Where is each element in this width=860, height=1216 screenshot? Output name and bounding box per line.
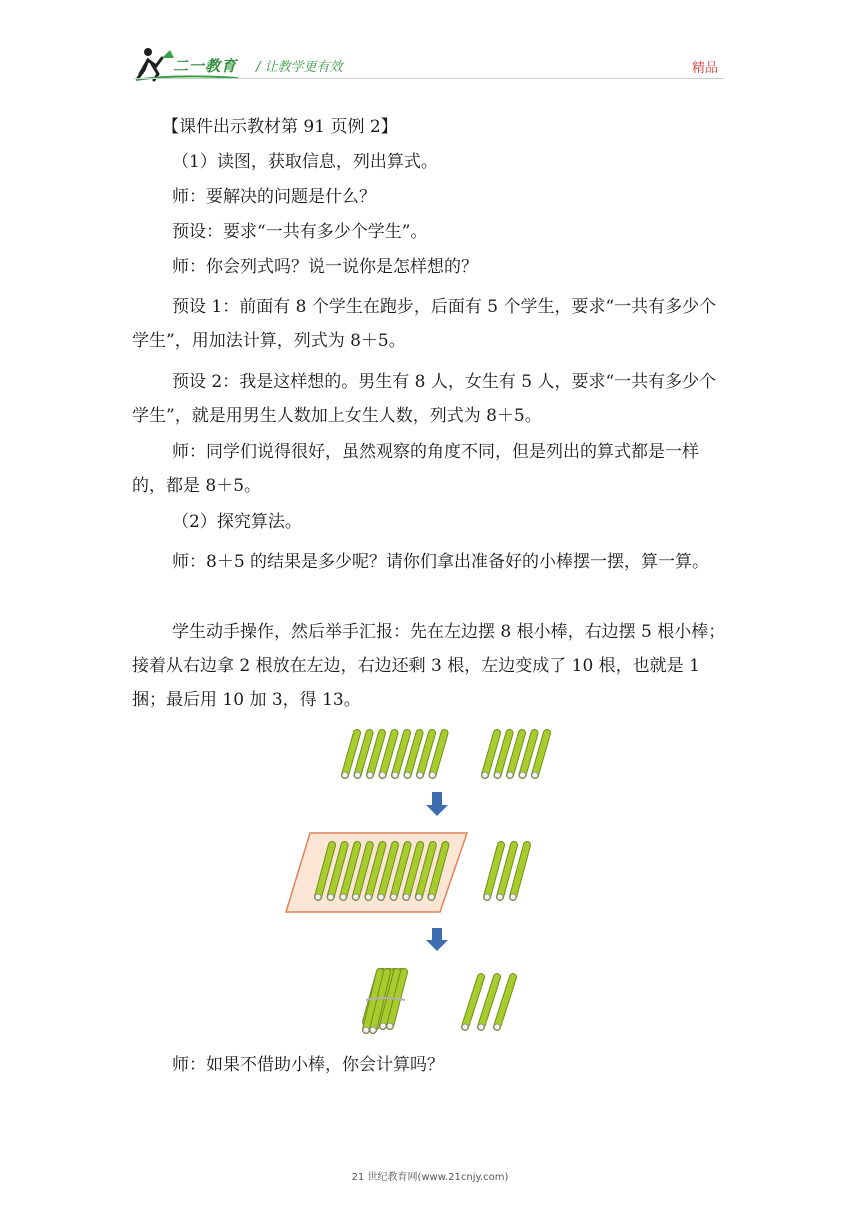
step-1-heading: （1）读图，获取信息，列出算式。 [172,152,438,172]
step-2-heading: （2）探究算法。 [172,512,302,532]
paragraph-teacher-summary: 师：同学们说得很好，虽然观察的角度不同，但是列出的算式都是一样的，都是 8＋5。 [132,442,699,496]
down-arrow-icon [426,792,448,816]
row1-right-sticks [482,733,547,778]
header-divider [134,78,724,79]
slogan: / 让教学更有效 [256,60,343,75]
quality-badge: 精品 [692,61,719,76]
brand-name: 二一教育 [173,57,238,75]
example-heading: 【课件出示教材第 91 页例 2】 [162,117,398,137]
sticks-figure [0,720,860,1050]
stick [462,977,481,1030]
paragraph-preset-1: 预设 1：前面有 8 个学生在跑步，后面有 5 个学生，要求“一共有多少个学生”，用加法计算，列式为 8＋5。 [132,297,717,351]
paragraph-preset-2: 预设 2：我是这样想的。男生有 8 人，女生有 5 人，要求“一共有多少个学生”，就是用男生人数加上女生人数，列式为 8＋5。 [132,372,717,426]
page-header [0,0,860,100]
paragraph-final-question: 师：如果不借助小棒，你会计算吗？ [172,1055,444,1075]
stick-bundle [363,972,405,1033]
row2-right-sticks [484,845,527,900]
paragraph-teacher-sticks: 师：8＋5 的结果是多少呢？请你们拿出准备好的小棒摆一摆，算一算。 [172,552,710,572]
row3-right-sticks [462,977,513,1030]
down-arrow-icon [426,928,448,951]
paragraph-student-report: 学生动手操作，然后举手汇报：先在左边摆 8 根小棒，右边摆 5 根小棒；接着从右边拿 2 根放在左边，右边还剩 3 根，左边变成了 10 根，也就是 1 捆；最后用 10 加 3，得 13。 [132,622,726,710]
page-footer: 21 世纪教育网(www.21cnjy.com) [351,1172,509,1183]
paragraph-question: 师：要解决的问题是什么？ [172,187,376,207]
paragraph-preset: 预设：要求“一共有多少个学生”。 [172,222,428,242]
row1-left-sticks [342,733,445,778]
paragraph-teacher-ask: 师：你会列式吗？说一说你是怎样想的？ [172,257,478,277]
